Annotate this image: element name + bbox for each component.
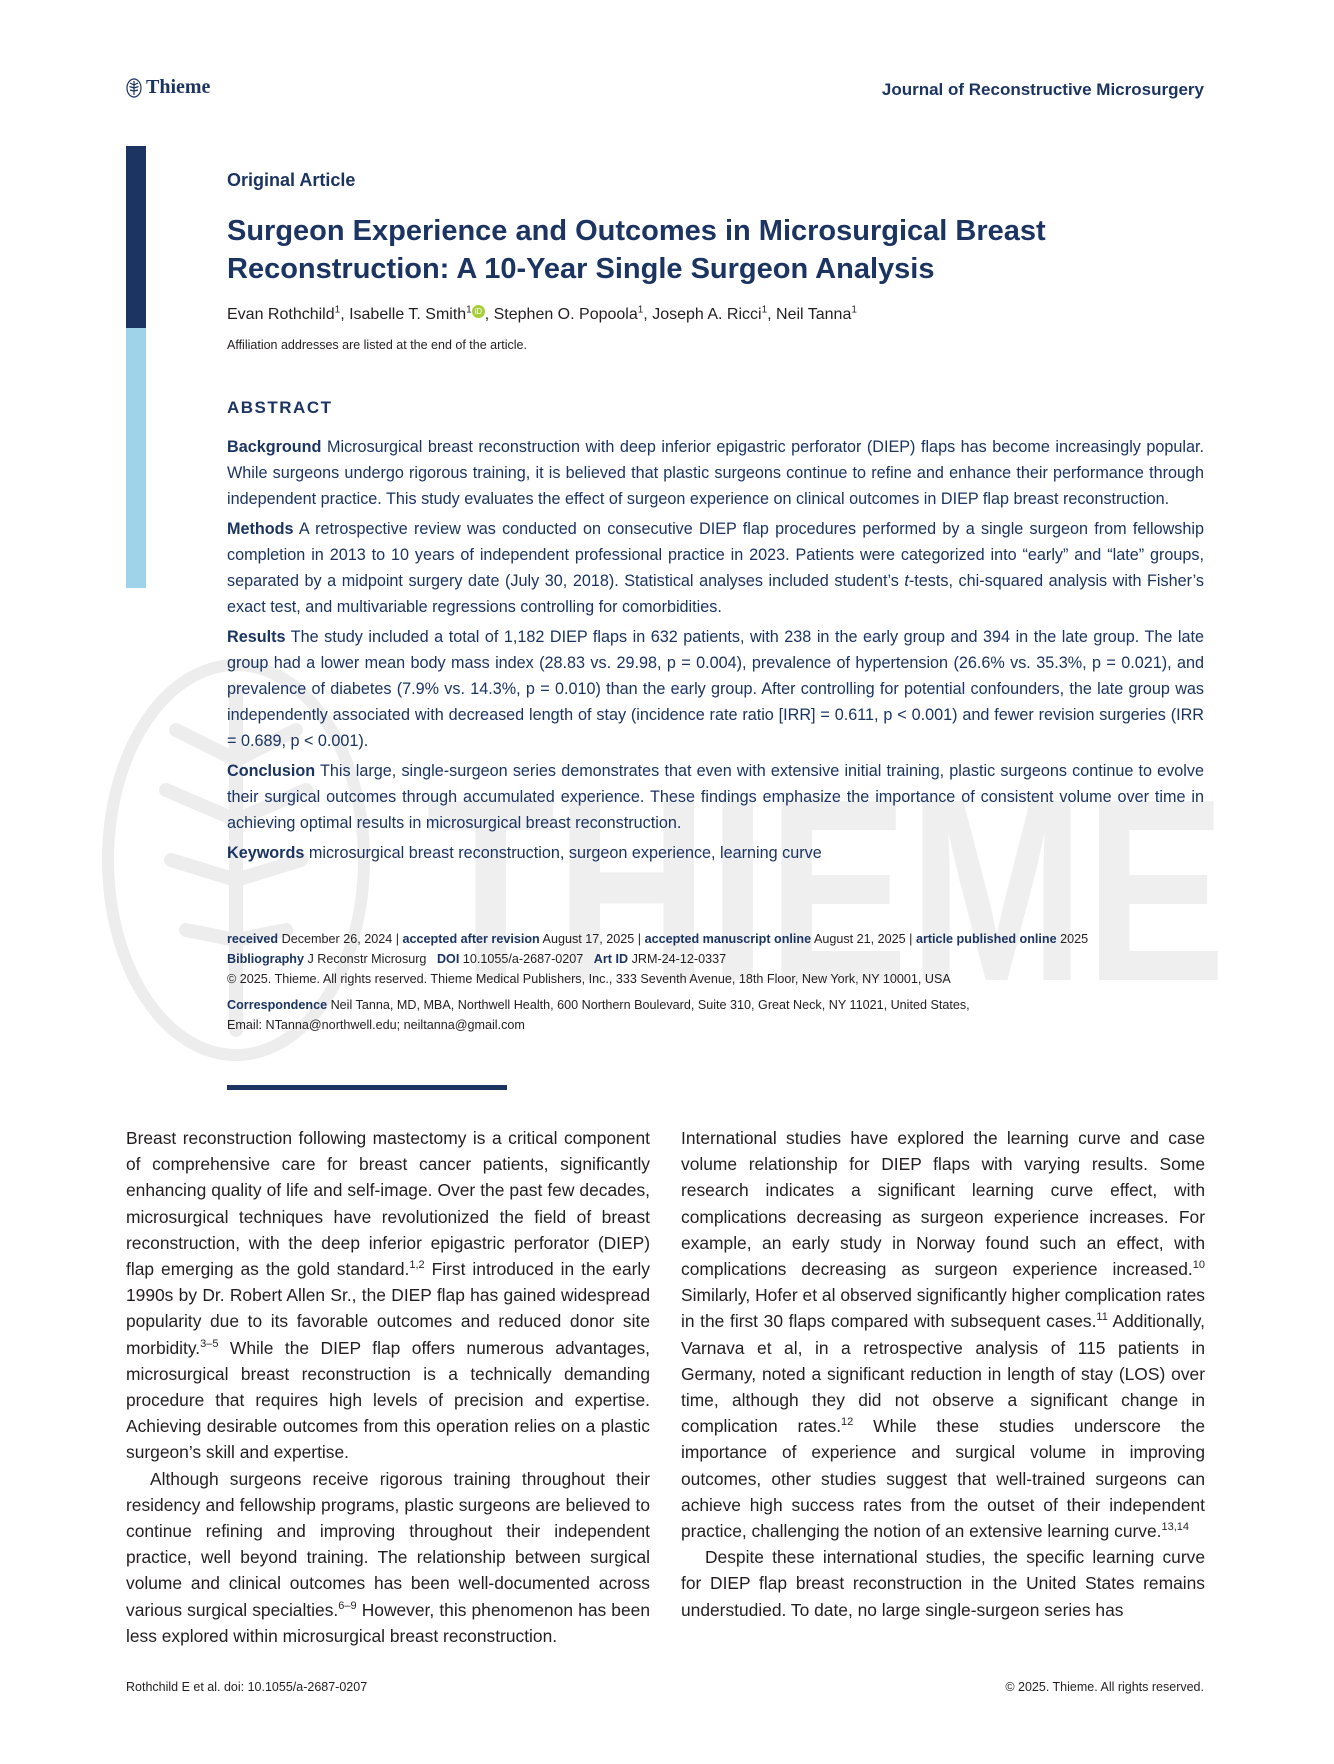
citation[interactable]: 12 <box>841 1416 854 1429</box>
author[interactable]: Neil Tanna$^1$ <box>776 305 857 324</box>
publisher-logo <box>126 76 210 99</box>
body-column-left <box>126 1125 650 1649</box>
correspondence-email[interactable]: Email: NTanna@northwell.edu; neiltanna@gmail.com <box>227 1018 525 1032</box>
affiliation-note: Affiliation addresses are listed at the end of the article. <box>227 338 527 352</box>
abstract-heading: ABSTRACT <box>227 398 333 417</box>
copyright-line: © 2025. Thieme. All rights reserved. Thieme Medical Publishers, Inc., 333 Seventh Avenue, 18th Floor, New York, NY 10001, USA <box>227 972 951 986</box>
body-column-right <box>681 1125 1205 1623</box>
section-divider <box>227 1085 507 1090</box>
abstract-conclusion: Conclusion This large, single-surgeon series demonstrates that even with extensive initial training, plastic surgeons continue to evolve their surgical outcomes through accumulated experience. These findings emphasize the importance of consistent volume over time in achieving optimal results in microsurgical breast reconstruction. <box>227 762 1204 832</box>
logo-text: Thieme <box>146 76 211 98</box>
history-dates: received December 26, 2024 | accepted after revision August 17, 2025 | accepted manuscript online August 21, 2025 | article published online 2025 <box>227 932 1089 946</box>
body-paragraph: Breast reconstruction following mastectomy is a critical component of comprehensive care for breast cancer patients, significantly enhancing quality of life and self-image. Over the past few decades, microsurgical techniques have revolutionized the field of breast reconstruction, with the deep inferior epigastric perforator (DIEP) flap emerging as the gold standard.$^{1,2}$ First introduced in the early 1990s by Dr. Robert Allen Sr., the DIEP flap has gained widespread popularity due to its favorable outcomes and reduced donor site morbidity.$^{3-5}$ While the DIEP flap offers numerous advantages, microsurgical breast reconstruction is a technically demanding procedure that requires high levels of precision and expertise. Achieving desirable outcomes from this operation relies on a plastic surgeon’s skill and expertise. <box>126 1128 650 1463</box>
title-line-2: Reconstruction: A 10-Year Single Surgeon Analysis <box>227 253 935 285</box>
doi-link[interactable]: 10.1055/a-2687-0207 <box>462 952 584 966</box>
footer-copyright: © 2025. Thieme. All rights reserved. <box>1005 1680 1204 1694</box>
author-list <box>227 305 857 324</box>
body-paragraph: Although surgeons receive rigorous training throughout their residency and fellowship programs, plastic surgeons are believed to continue refining and improving throughout their independent practice, well beyond training. The relationship between surgical volume and clinical outcomes has been well-documented across various surgical specialties.$^{6-9}$ However, this phenomenon has been less explored within microsurgical breast reconstruction. <box>126 1468 650 1646</box>
abstract-methods: Methods A retrospective review was conducted on consecutive DIEP flap procedures performed by a single surgeon from fellowship completion in 2013 to 10 years of independent professional practice in 2023. Patients were categorized into “early” and “late” groups, separated by a midpoint surgery date (July 30, 2018). Statistical analyses included student’s t-tests, chi-squared analysis with Fisher’s exact test, and multivariable regressions controlling for comorbidities. <box>227 520 1205 616</box>
citation[interactable]: 3–5 <box>200 1337 219 1350</box>
accent-bar-light <box>126 328 146 588</box>
abstract-body <box>227 434 1204 870</box>
body-paragraph: International studies have explored the learning curve and case volume relationship for DIEP flaps with varying results. Some research indicates a significant learning curve effect, with complications decreasing as surgeon experience increases. For example, an early study in Norway found such an effect, with complications decreasing as surgeon experience increased.$^{10}$ Similarly, Hofer et al observed significantly higher complication rates in the first 30 flaps compared with subsequent cases.$^{11}$ Additionally, Varnava et al, in a retrospective analysis of 115 patients in Germany, noted a significant reduction in length of stay (LOS) over time, although they did not observe a significant change in complication rates.$^{12}$ While these studies underscore the importance of experience and surgical volume in improving outcomes, other studies suggest that well-trained surgeons can achieve high success rates from the outset of their independent practice, challenging the notion of an extensive learning curve.$^{13,14}$ <box>681 1128 1206 1542</box>
bibliography: Bibliography J Reconstr Microsurg DOI 10.1055/a-2687-0207 Art ID JRM-24-12-0337 <box>227 952 727 966</box>
article-metadata <box>227 929 1207 1035</box>
abstract-results: Results The study included a total of 1,182 DIEP flaps in 632 patients, with 238 in the early group and 394 in the late group. The late group had a lower mean body mass index (28.83 vs. 29.98, p = 0.004), prevalence of hypertension (26.6% vs. 35.3%, p = 0.021), and prevalence of diabetes (7.9% vs. 14.3%, p = 0.010) than the early group. After controlling for potential confounders, the late group was independently associated with decreased length of stay (incidence rate ratio [IRR] = 0.611, p < 0.001) and fewer revision surgeries (IRR = 0.689, p < 0.001). <box>227 628 1204 750</box>
citation[interactable]: 1,2 <box>409 1259 425 1272</box>
author[interactable]: Isabelle T. Smith$^1$ iD , <box>349 305 494 324</box>
orcid-icon[interactable]: iD <box>472 305 485 318</box>
article-type: Original Article <box>227 170 356 190</box>
citation[interactable]: 10 <box>1192 1259 1205 1272</box>
article-title <box>227 212 1157 288</box>
footer-citation: Rothchild E et al. doi: 10.1055/a-2687-0207 <box>126 1680 368 1694</box>
correspondence: Correspondence Neil Tanna, MD, MBA, Northwell Health, 600 Northern Boulevard, Suite 310, Great Neck, NY 11021, United States, <box>227 998 970 1012</box>
abstract-keywords: Keywords microsurgical breast reconstruction, surgeon experience, learning curve <box>227 844 822 862</box>
author[interactable]: Stephen O. Popoola$^1$, <box>493 305 653 324</box>
abstract-background: Background Microsurgical breast reconstruction with deep inferior epigastric perforator (DIEP) flaps has become increasingly popular. While surgeons undergo rigorous training, it is believed that plastic surgeons continue to refine and enhance their performance through independent practice. This study evaluates the effect of surgeon experience on clinical outcomes in DIEP flap breast reconstruction. <box>227 438 1205 508</box>
author[interactable]: Joseph A. Ricci$^1$, <box>652 305 777 324</box>
citation[interactable]: 6–9 <box>338 1599 357 1612</box>
citation[interactable]: 13,14 <box>1161 1521 1190 1534</box>
citation[interactable]: 11 <box>1096 1311 1108 1324</box>
svg-text:THIEME: THIEME <box>426 746 1226 1036</box>
thieme-tree-icon <box>126 78 142 98</box>
accent-bar-dark <box>126 146 146 328</box>
title-line-1: Surgeon Experience and Outcomes in Microsurgical Breast <box>227 215 1046 247</box>
author[interactable]: Evan Rothchild$^1$, <box>227 305 350 324</box>
journal-name: Journal of Reconstructive Microsurgery <box>881 80 1204 99</box>
body-paragraph: Despite these international studies, the specific learning curve for DIEP flap breast reconstruction in the United States remains understudied. To date, no large single-surgeon series has <box>681 1547 1205 1620</box>
